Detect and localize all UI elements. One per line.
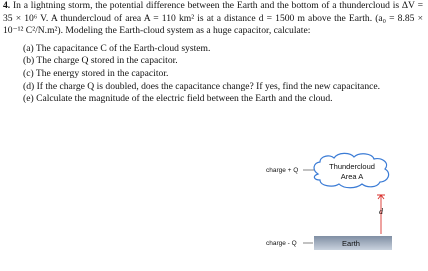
question-text-d: If the charge Q is doubled, does the capacitance change? If yes, find the new capacitance. xyxy=(36,80,381,92)
question-label-d: (d) xyxy=(23,80,35,92)
question-label-c: (c) xyxy=(23,67,34,79)
question-label-e: (e) xyxy=(23,93,34,105)
cloud-label-line1: Thundercloud xyxy=(329,162,375,171)
question-text-c: The energy stored in the capacitor. xyxy=(35,67,169,79)
question-label-b: (b) xyxy=(23,55,35,67)
problem-number: 4. xyxy=(3,0,11,11)
cloud-label-line2: Area A xyxy=(340,172,364,181)
distance-label: d xyxy=(379,207,383,216)
question-text-b: The charge Q stored in the capacitor. xyxy=(36,55,178,67)
question-label-a: (a) xyxy=(23,42,34,54)
question-text-e: Calculate the magnitude of the electric field between the Earth and the cloud. xyxy=(36,93,333,105)
question-text-a: The capacitance C of the Earth-cloud system. xyxy=(35,42,211,54)
earth-label: Earth xyxy=(342,239,360,248)
charge-top-label: charge + Q xyxy=(266,167,299,174)
problem-text: In a lightning storm, the potential difference between the Earth and the bottom of a thundercloud is ΔV = 35 × 10⁶ V. A thundercloud of area A = 110 km² is at a distance d = 1500 m above the Earth. (a₀ = 8.85 × 10⁻¹² C²/N.m²). Modeling the Earth-cloud system as a huge capacitor, calculate: xyxy=(3,0,423,37)
charge-bottom-label: charge - Q xyxy=(266,240,297,247)
